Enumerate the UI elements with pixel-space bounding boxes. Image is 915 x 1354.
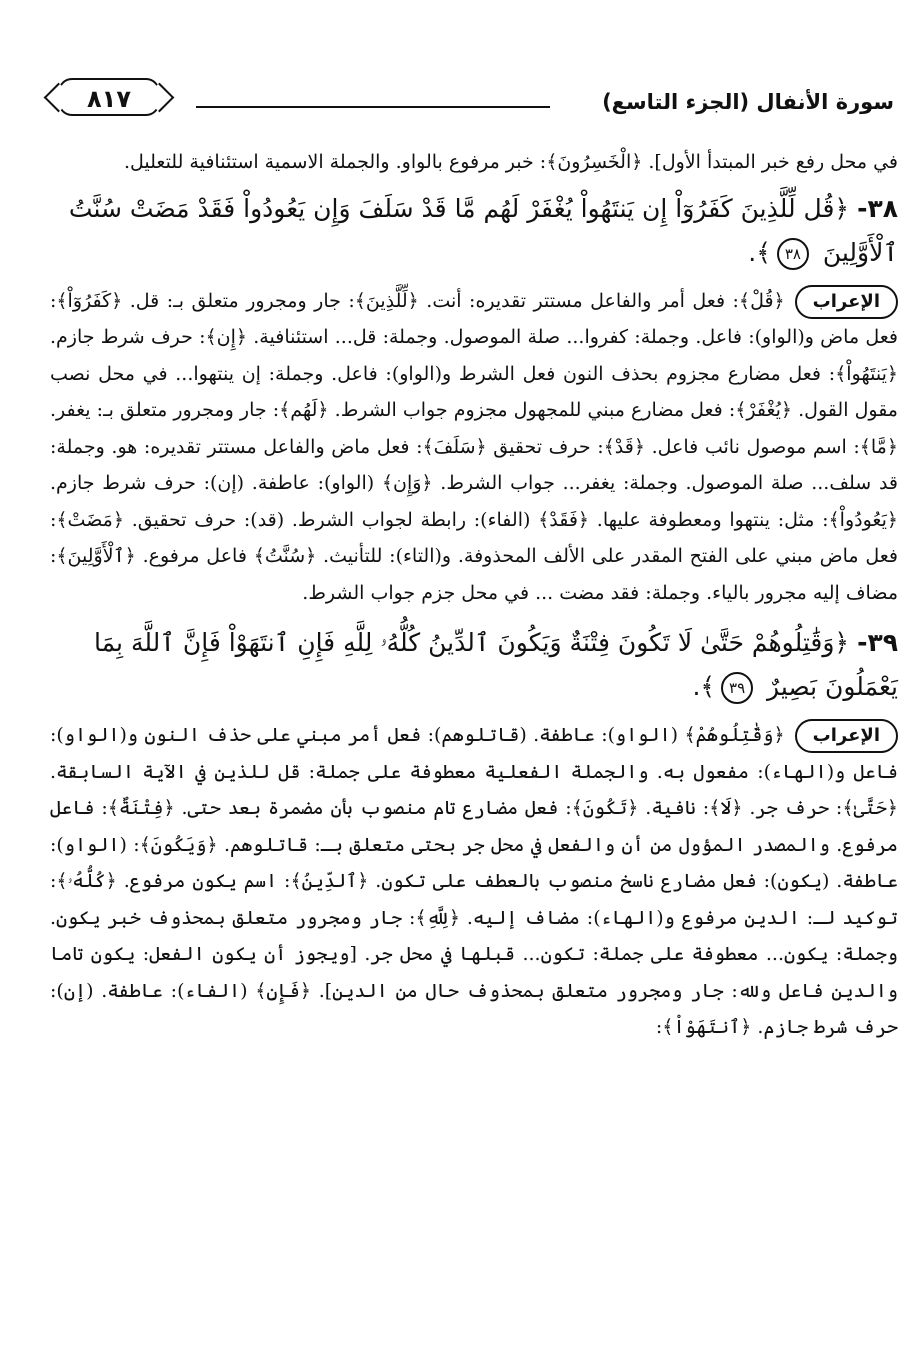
ayah-end-marker: ٣٩ xyxy=(721,672,753,704)
irab-label: الإعراب xyxy=(795,719,898,753)
verse-39 xyxy=(50,621,898,709)
ayah-end-marker: ٣٨ xyxy=(777,238,809,270)
verse-close: ﴾. xyxy=(748,237,771,267)
verse-38-quran: ﴿قُل لِّلَّذِينَ كَفَرُوٓاْ إِن يَنتَهُواْ يُغْفَرْ لَهُم مَّا قَدْ سَلَفَ وَإِن يَعُودُواْ فَقَدْ مَضَتْ سُنَّتُ ٱلْأَوَّلِينَ xyxy=(68,193,898,267)
verse-number: ٣٩- xyxy=(857,628,898,657)
page-number: ٨١٧ xyxy=(58,78,160,116)
irab-39-text: ﴿وَقَٰتِلُوهُمْ﴾ (الواو): عاطفة. (قاتلوهم): فعل أمر مبني على حذف النون و(الواو): فاعل و(الهاء): مفعول به. والجملة الفعلية معطوفة على جملة: قل للذين في الآية السابقة. ﴿حَتَّىٰ﴾: حرف جر. ﴿لَا﴾: نافية. ﴿تَكُونَ﴾: فعل مضارع تام منصوب بأن مضمرة بعد حتى. ﴿فِتْنَةٌ﴾: فاعل مرفوع. والمصدر المؤول من أن والفعل في محل جر بحتى متعلق بـ: قاتلوهم. ﴿وَيَكُونَ﴾: (الواو): عاطفة. (يكون): فعل مضارع ناسخ منصوب بالعطف على تكون. ﴿ٱلدِّينُ﴾: اسم يكون مرفوع. ﴿كُلُّهُۥ﴾: توكيد لـ: الدين مرفوع و(الهاء): مضاف إليه. ﴿لِلَّهِ﴾: جار ومجرور متعلق بمحذوف خبر يكون. وجملة: يكون... معطوفة على جملة: تكون... قبلها في محل جر. [ويجوز أن يكون الفعل: يكون تاما والدين فاعل ولله: جار ومجرور متعلق بمحذوف حال من الدين]. ﴿فَإِنِ﴾ (الفاء): عاطفة. (إن): حرف شرط جازم. ﴿ٱنتَهَوْاْ﴾: xyxy=(50,724,898,1038)
verse-number: ٣٨- xyxy=(857,193,898,223)
verse-39-quran: ﴿وَقَٰتِلُوهُمْ حَتَّىٰ لَا تَكُونَ فِتْنَةٌ وَيَكُونَ ٱلدِّينُ كُلُّهُۥ لِلَّهِ فَإِنِ ٱنتَهَوْاْ فَإِنَّ ٱللَّهَ بِمَا يَعْمَلُونَ بَصِيرٌ xyxy=(93,628,898,701)
irab-39-paragraph xyxy=(50,717,898,1046)
verse-39-text xyxy=(50,621,898,709)
verse-close: ﴾. xyxy=(692,672,716,701)
irab-38-text: ﴿قُلْ﴾: فعل أمر والفاعل مستتر تقديره: أنت. ﴿لِّلَّذِينَ﴾: جار ومجرور متعلق بـ: قل. ﴿كَفَرُوٓاْ﴾: فعل ماض و(الواو): فاعل. وجملة: كفروا... صلة الموصول. وجملة: قل... استئنافية. ﴿إِن﴾: حرف شرط جازم. ﴿يَنتَهُواْ﴾: فعل مضارع مجزوم بحذف النون فعل الشرط و(الواو): فاعل. وجملة: إن ينتهوا... في محل نصب مقول القول. ﴿يُغْفَرْ﴾: فعل مضارع مبني للمجهول مجزوم جواب الشرط. ﴿لَهُم﴾: جار ومجرور متعلق بـ: يغفر. ﴿مَّا﴾: اسم موصول نائب فاعل. ﴿قَدْ﴾: حرف تحقيق ﴿سَلَفَ﴾: فعل ماض والفاعل مستتر تقديره: هو. وجملة: قد سلف... صلة الموصول. وجملة: يغفر... جواب الشرط. ﴿وَإِن﴾ (الواو): عاطفة. (إن): حرف شرط جازم. ﴿يَعُودُواْ﴾: مثل: ينتهوا ومعطوفة عليها. ﴿فَقَدْ﴾ (الفاء): رابطة لجواب الشرط. (قد): حرف تحقيق. ﴿مَضَتْ﴾: فعل ماض مبني على الفتح المقدر على الألف المحذوفة. و(التاء): للتأنيث. ﴿سُنَّتُ﴾ فاعل مرفوع. ﴿ٱلْأَوَّلِينَ﴾: مضاف إليه مجرور بالياء. وجملة: فقد مضت ... في محل جزم جواب الشرط. xyxy=(50,289,898,604)
intro-line: في محل رفع خبر المبتدأ الأول]. ﴿الْخَسِرُونَ﴾: خبر مرفوع بالواو. والجملة الاسمية استئنافية للتعليل. xyxy=(123,151,898,173)
irab-38-paragraph xyxy=(50,283,898,612)
verse-38 xyxy=(50,187,898,275)
header-rule xyxy=(196,106,550,108)
surah-title: سورة الأنفال (الجزء التاسع) xyxy=(602,90,894,114)
page-header xyxy=(50,56,898,144)
verse-38-text xyxy=(50,187,898,275)
page xyxy=(50,56,898,1046)
irab-label: الإعراب xyxy=(795,285,898,319)
